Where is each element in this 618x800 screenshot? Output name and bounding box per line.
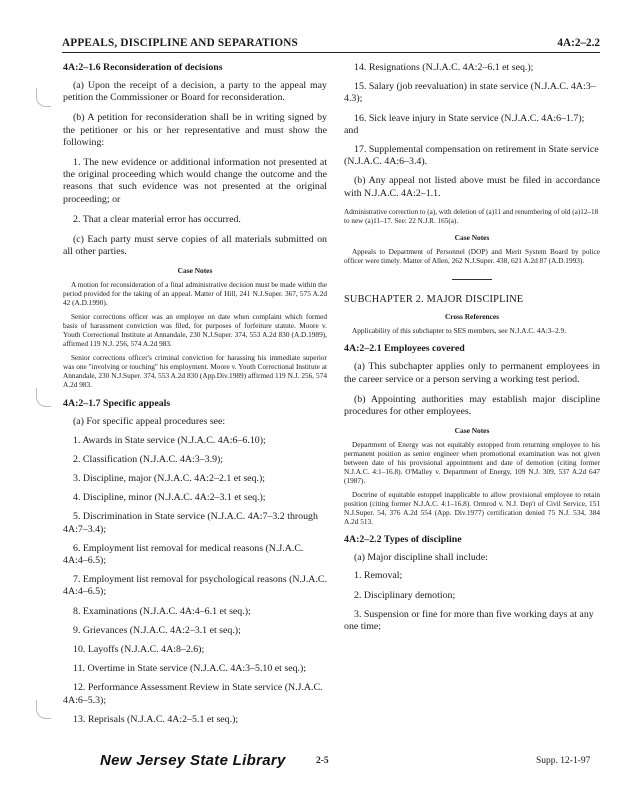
running-header — [62, 36, 600, 53]
section-heading-2-1: 4A:2–2.1 Employees covered — [344, 343, 465, 355]
list-item: 2. Classification (N.J.A.C. 4A:3–3.9); — [73, 453, 224, 465]
case-note: Doctrine of equitable estoppel inapplicable to allow provisional employee to retain position (citing former N.J.A.C. 4:1–16.8). Ormrod v. N.J. Dep't of Civil Service, 151 N.J.Super. 54, 376 A.2d 554 (App. Div.1977) certification denied 75 N.J. 534, 384 A.2d 513. — [344, 490, 600, 527]
list-item: 16. Sick leave injury in State service (N.J.A.C. 4A:6–1.7); and — [344, 112, 585, 136]
paragraph-16b2: 2. That a clear material error has occurred. — [73, 213, 241, 225]
list-item: 6. Employment list removal for medical reasons (N.J.A.C. 4A:4–6.5); — [63, 542, 304, 567]
paragraph-17a: (a) For specific appeal procedures see: — [73, 416, 226, 428]
paragraph-16a: (a) Upon the receipt of a decision, a party to the appeal may petition the Commissioner or Board for reconsideration. — [63, 80, 327, 104]
case-notes-heading: Case Notes — [454, 233, 490, 243]
section-heading-1-6: 4A:2–1.6 Reconsideration of decisions — [63, 62, 223, 73]
list-item: 7. Employment list removal for psychological reasons (N.J.A.C. 4A:4–6.5); — [63, 574, 327, 598]
case-notes-heading: Case Notes — [454, 426, 490, 436]
list-item: 14. Resignations (N.J.A.C. 4A:2–6.1 et seq.); — [354, 62, 534, 73]
list-item: 8. Examinations (N.J.A.C. 4A:4–6.1 et seq.); — [73, 605, 251, 617]
case-note: A motion for reconsideration of a final administrative decision must be made within the period provided for the taking of an appeal. Matter of Hill, 241 N.J.Super. 367, 575 A.2d 42 (A.D.1990). — [63, 280, 327, 308]
list-item: 4. Discipline, minor (N.J.A.C. 4A:2–3.1 et seq.); — [73, 492, 266, 504]
page-footer — [0, 752, 618, 774]
cross-reference: Applicability of this subchapter to SES members, see N.J.A.C. 4A:3–2.9. — [352, 326, 567, 336]
paragraph-21a: (a) This subchapter applies only to permanent employees in the career service or a person serving a working test period. — [344, 361, 600, 385]
list-item: 10. Layoffs (N.J.A.C. 4A:8–2.6); — [73, 644, 205, 656]
list-item: 1. Removal; — [354, 570, 403, 582]
list-item: 9. Grievances (N.J.A.C. 4A:2–3.1 et seq.); — [73, 624, 241, 636]
paragraph-16b1: 1. The new evidence or additional information not presented at the original proceeding which would change the outcome and the reasons that such evidence was not presented at the original proceeding; or — [63, 157, 327, 205]
hole-punch-mark — [36, 88, 51, 107]
left-column — [63, 62, 327, 733]
cross-references-heading: Cross References — [444, 312, 500, 322]
paragraph-16c: (c) Each party must serve copies of all materials submitted on all other parties. — [63, 234, 327, 258]
list-item: 3. Discipline, major (N.J.A.C. 4A:2–2.1 et seq.); — [73, 473, 265, 485]
case-note: Department of Energy was not equitably estopped from returning employee to his permanent position as senior engineer when promotional examination was not given between date of his provisional appointment and date of demotion (citing former N.J.A.C. 4:1–16.8). O'Malley v. Department of Energy, 109 N.J. 309, 537 A.2d 647 (1987). — [344, 440, 600, 486]
page-number: 2-5 — [316, 756, 329, 766]
section-divider — [452, 279, 492, 280]
case-note: Senior corrections officer's criminal conviction for harassing his immediate superior was one "involving or touching" his employment. Moore v. Youth Correctional Institute at Annandale, 230 N.J.Super. 374, 553 A.2d 830 (App.Div.1989) affirmed 119 N.J. 256, 574 A.2d 983. — [63, 353, 327, 390]
list-item: 2. Disciplinary demotion; — [354, 589, 456, 601]
paragraph-22a: (a) Major discipline shall include: — [354, 552, 488, 564]
list-item: 5. Discrimination in State service (N.J.A.C. 4A:7–3.2 through 4A:7–3.4); — [63, 511, 318, 535]
administrative-note: Administrative correction to (a), with deletion of (a)11 and renumbering of old (a)12–18 to new (a)11–17. See: 22 N.J.R. 165(a). — [344, 207, 599, 225]
list-item: 13. Reprisals (N.J.A.C. 4A:2–5.1 et seq.); — [73, 713, 239, 725]
list-item: 11. Overtime in State service (N.J.A.C. 4A:3–5.10 et seq.); — [73, 663, 307, 675]
case-notes-heading: Case Notes — [177, 266, 213, 276]
paragraph-21b: (b) Appointing authorities may establish major discipline procedures for other employees. — [344, 393, 600, 418]
header-section: 4A:2–2.2 — [557, 37, 600, 49]
list-item: 3. Suspension or fine for more than five working days at any one time; — [344, 608, 594, 633]
hole-punch-mark — [36, 388, 51, 407]
subchapter-heading: SUBCHAPTER 2. MAJOR DISCIPLINE — [344, 294, 524, 306]
right-column — [344, 62, 600, 640]
library-logo: New Jersey State Library — [100, 752, 286, 769]
section-heading-2-2: 4A:2–2.2 Types of discipline — [344, 534, 462, 546]
paragraph-17b: (b) Any appeal not listed above must be filed in accordance with N.J.A.C. 4A:2–1.1. — [344, 175, 600, 199]
supplement-date: Supp. 12-1-97 — [536, 756, 591, 766]
hole-punch-mark — [36, 700, 51, 719]
list-item: 1. Awards in State service (N.J.A.C. 4A:6–6.10); — [73, 434, 266, 446]
section-heading-1-7: 4A:2–1.7 Specific appeals — [63, 398, 171, 410]
case-note: Senior corrections officer was an employee on date when complaint which formed basis of harassment conviction was filed, for purposes of forfeiture statute. Moore v. Youth Correctional Institute at Annandale, 230 N.J.Super. 374, 553 A.2d 830 (A.D.1989), affirmed 119 N.J. 256, 574 A.2d 983. — [63, 312, 327, 349]
case-note: Appeals to Department of Personnel (DOP) and Merit System Board by police officer were timely. Matter of Allen, 262 N.J.Super. 438, 621 A.2d 87 (A.D.1993). — [344, 247, 600, 266]
list-item: 17. Supplemental compensation on retirement in State service (N.J.A.C. 4A:6–3.4). — [344, 144, 599, 168]
list-item: 15. Salary (job reevaluation) in state service (N.J.A.C. 4A:3–4.3); — [344, 81, 596, 105]
list-item: 12. Performance Assessment Review in State service (N.J.A.C. 4A:6–5.3); — [63, 682, 323, 706]
paragraph-16b: (b) A petition for reconsideration shall be in writing signed by the petitioner or his or her representative and must show the following: — [63, 112, 327, 148]
header-title: APPEALS, DISCIPLINE AND SEPARATIONS — [62, 37, 298, 49]
